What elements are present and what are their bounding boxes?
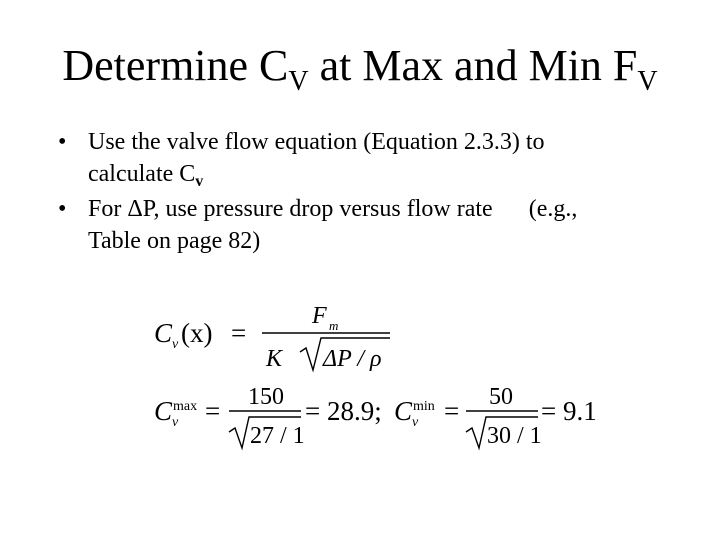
title-middle: at Max and Min F (308, 41, 638, 90)
eq2-min-result: = 9.1 (541, 396, 597, 426)
eq1-numerator-sub: m (329, 318, 339, 333)
eq1-equals: = (231, 318, 247, 348)
title-subscript-v-2: V (637, 66, 658, 97)
eq1-lhs-arg: (x) (181, 318, 213, 348)
title-subscript-v: V (288, 66, 309, 97)
eq2-cmin-c: C (394, 396, 413, 426)
bullet-1-subscript: v (195, 173, 204, 190)
eq2-max-denominator: 27 / 1 (250, 423, 305, 449)
bullet-1-line-1: Use the valve flow equation (Equation 2.3.3) to (88, 129, 545, 155)
eq2-min-denominator: 30 / 1 (487, 423, 542, 449)
bullet-dot: • (58, 129, 67, 155)
eq1-radicand: ΔP / ρ (323, 346, 382, 372)
eq2-max-numerator: 150 (248, 384, 284, 410)
eq2-max-result: = 28.9; (305, 396, 382, 426)
eq1-numerator-f: F (312, 303, 327, 329)
eq1-lhs-c: C (154, 318, 173, 348)
eq2-min-label: min (413, 399, 435, 414)
bullet-2-line-2: Table on page 82) (88, 228, 261, 254)
title-main: Determine C (62, 41, 289, 90)
eq2-max-label: max (173, 399, 198, 414)
eq2-cmax-c: C (154, 396, 173, 426)
bullet-dot: • (58, 196, 67, 222)
equation-cv-general (154, 303, 390, 372)
eq1-lhs-sub: v (172, 337, 179, 352)
eq1-denominator-k: K (266, 346, 283, 372)
bullet-2-line-1-eg: (e.g., (528, 196, 578, 222)
equation-cv-max-min (154, 384, 597, 449)
bullet-1-line-2-text: calculate C (88, 161, 196, 187)
eq2-equals-2: = (444, 396, 460, 426)
bullet-2-line-1-text: For ΔP, use pressure drop versus flow rate (88, 196, 493, 222)
eq2-cmin-sub: v (412, 415, 419, 430)
eq2-equals-1: = (205, 396, 221, 426)
eq2-min-numerator: 50 (489, 384, 513, 410)
eq2-cmax-sub: v (172, 415, 179, 430)
